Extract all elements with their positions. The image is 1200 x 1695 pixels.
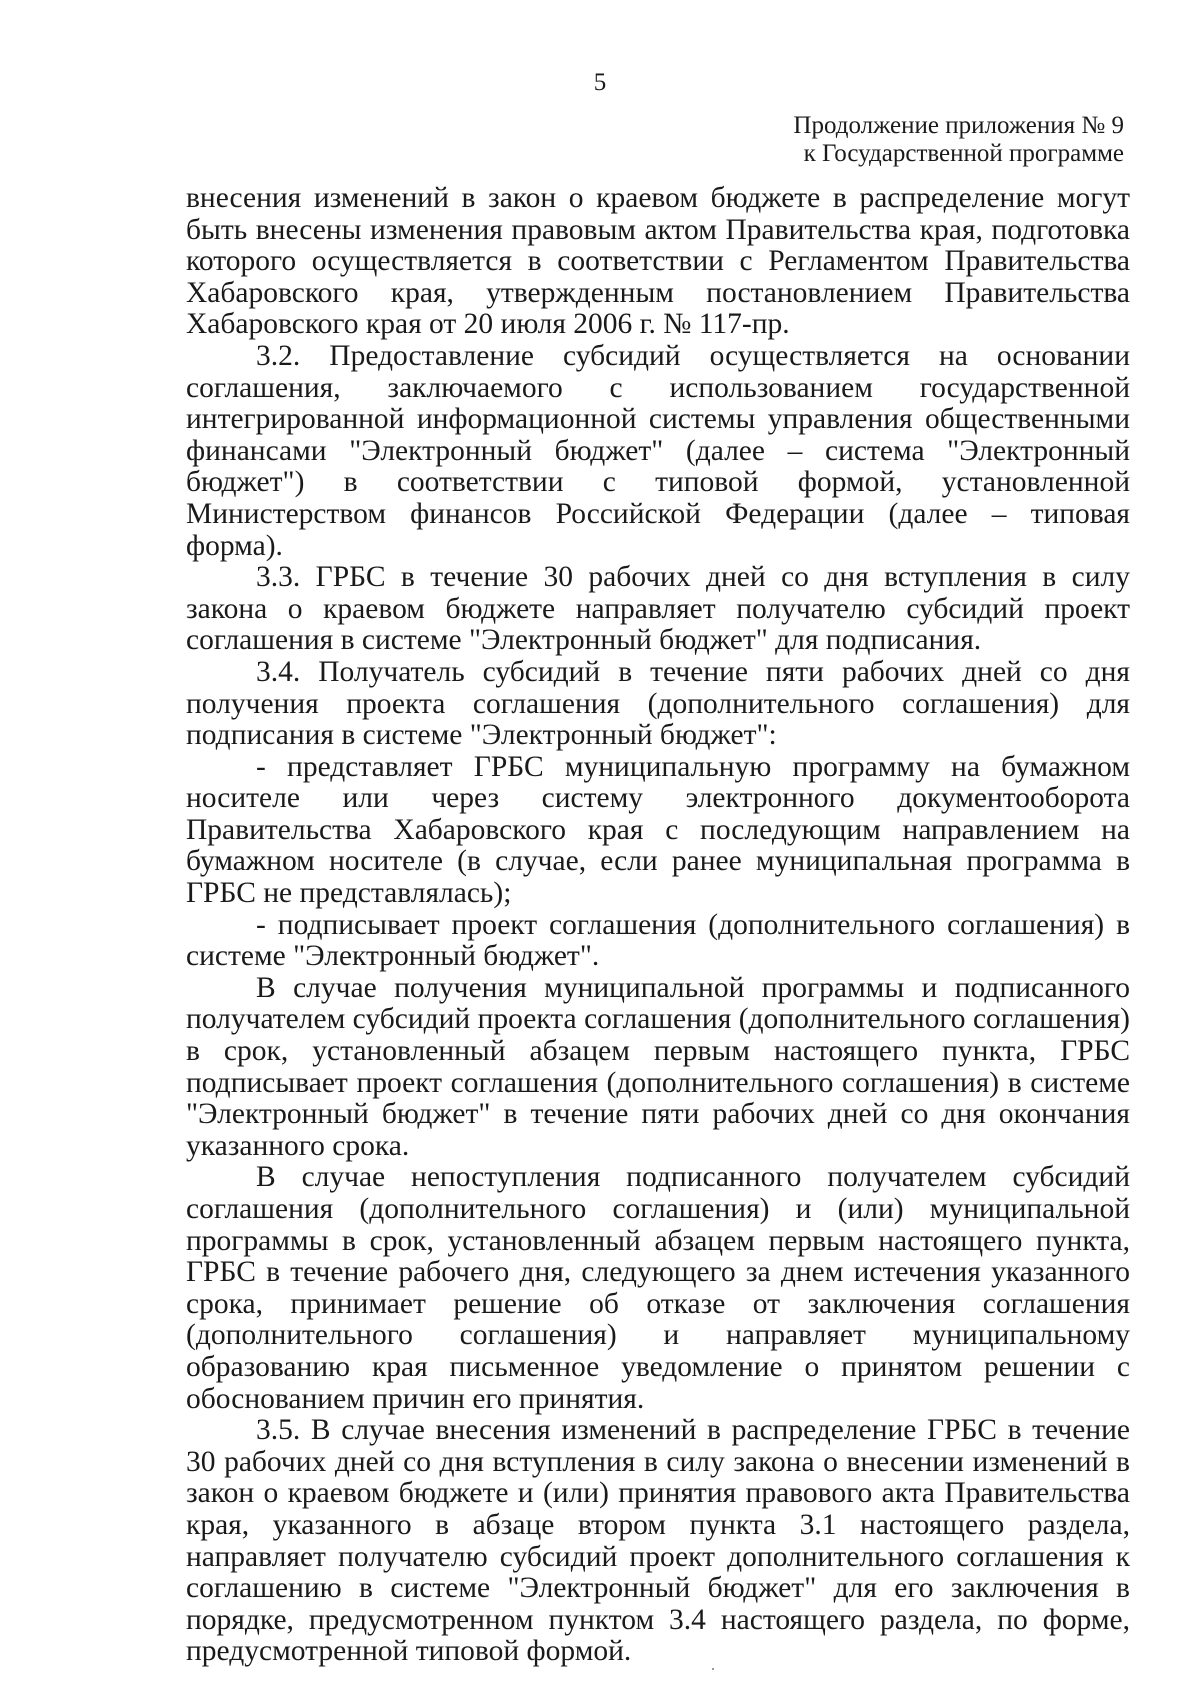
page-number: 5 bbox=[593, 69, 607, 96]
appendix-header-line: Продолжение приложения № 9 bbox=[793, 112, 1124, 139]
scan-speck bbox=[712, 1668, 714, 1670]
paragraph-3-4-signing: В случае получения муниципальной программы и подписанного получателем субсидий проекта соглашения (дополнительного соглашения) в срок, установленный абзацем первым настоящего пункта, ГРБС подписывает проект соглашения (дополнительного соглашения) в системе "Электронный бюджет" в течение пяти рабочих дней со дня окончания указанного срока. bbox=[186, 971, 1130, 1162]
paragraph-3-2: 3.2. Предоставление субсидий осуществляется на основании соглашения, заключаемого с использованием государственной интегрированной информационной системы управления общественными финансами "Электронный бюджет" (далее – система "Электронный бюджет") в соответствии с типовой формой, установленной Министерством финансов Российской Федерации (далее – типовая форма). bbox=[186, 339, 1130, 562]
appendix-header bbox=[793, 112, 1124, 168]
document-body bbox=[186, 183, 1130, 1668]
paragraph-3-3: 3.3. ГРБС в течение 30 рабочих дней со дня вступления в силу закона о краевом бюджете направляет получателю субсидий проект соглашения в системе "Электронный бюджет" для подписания. bbox=[186, 561, 1130, 657]
paragraph-3-4-item-1: - представляет ГРБС муниципальную программу на бумажном носителе или через систему электронного документооборота Правительства Хабаровского края с последующим направлением на бумажном носителе (в случае, если ранее муниципальная программа в ГРБС не представлялась); bbox=[186, 750, 1130, 910]
paragraph-3-4-refusal: В случае непоступления подписанного получателем субсидий соглашения (дополнительного соглашения) и (или) муниципальной программы в срок, установленный абзацем первым настоящего пункта, ГРБС в течение рабочего дня, следующего за днем истечения указанного срока, принимает решение об отказе от заключения соглашения (дополнительного соглашения) и направляет муниципальному образованию края письменное уведомление о принятом решении с обоснованием причин его принятия. bbox=[186, 1161, 1130, 1415]
paragraph-3-4-item-2: - подписывает проект соглашения (дополнительного соглашения) в системе "Электронный бюджет". bbox=[186, 908, 1130, 973]
paragraph-continuation: внесения изменений в закон о краевом бюджете в распределение могут быть внесены изменения правовым актом Правительства края, подготовка которого осуществляется в соответствии с Регламентом Правительства Хабаровского края, утвержденным постановлением Правительства Хабаровского края от 20 июля 2006 г. № 117-пр. bbox=[186, 182, 1130, 341]
appendix-header-line: к Государственной программе bbox=[803, 140, 1124, 167]
paragraph-3-5: 3.5. В случае внесения изменений в распределение ГРБС в течение 30 рабочих дней со дня вступления в силу закона о внесении изменений в закон о краевом бюджете и (или) принятия правового акта Правительства края, указанного в абзаце втором пункта 3.1 настоящего раздела, направляет получателю субсидий проект дополнительного соглашения к соглашению в системе "Электронный бюджет" для его заключения в порядке, предусмотренном пунктом 3.4 настоящего раздела, по форме, предусмотренной типовой формой. bbox=[186, 1414, 1130, 1668]
paragraph-3-4: 3.4. Получатель субсидий в течение пяти рабочих дней со дня получения проекта соглашения (дополнительного соглашения) для подписания в системе "Электронный бюджет": bbox=[186, 655, 1130, 752]
